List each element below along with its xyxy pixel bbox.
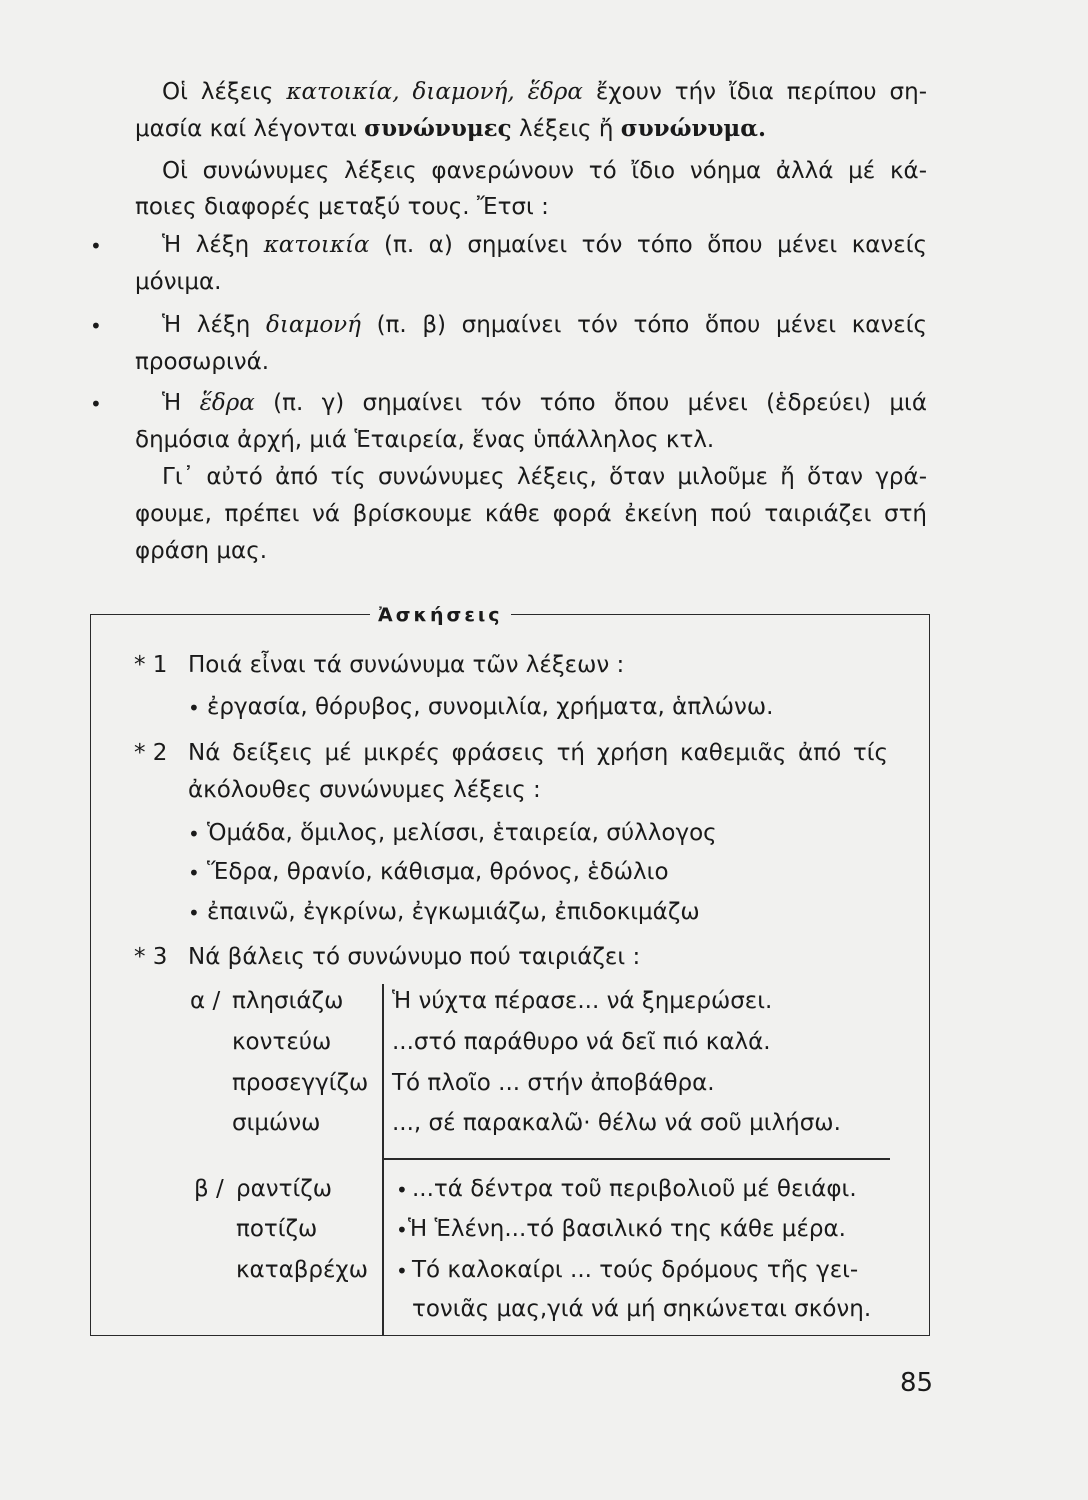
bullet-dot: •: [188, 822, 200, 846]
bullet-1-line-1: Ἡ λέξη κατοικία (π. α) σημαίνει τόν τόπο ὅπου μένει κανείς: [162, 232, 927, 258]
bullet-dot: •: [396, 1259, 408, 1283]
exercise-2-number: * 2: [134, 740, 168, 766]
bullet-dot: •: [90, 234, 102, 258]
bullet-2-line-2: προσωρινά.: [135, 349, 270, 375]
exercise-3-number: * 3: [134, 944, 168, 970]
part-a-sentence: Τό πλοῖο ... στήν ἀποβάθρα.: [392, 1070, 715, 1096]
part-a-word: σιμώνω: [232, 1110, 321, 1136]
part-a-sentence: ...στό παράθυρο νά δεῖ πιό καλά.: [392, 1029, 771, 1055]
exercise-1-prompt: Ποιά εἶναι τά συνώνυμα τῶν λέξεων :: [188, 652, 625, 678]
bullet-3-line-2: δημόσια ἀρχή, μιά Ἑταιρεία, ἕνας ὑπάλληλος κτλ.: [135, 427, 715, 453]
part-a-word: κοντεύω: [232, 1029, 332, 1055]
part-a-word: πλησιάζω: [232, 988, 344, 1014]
intro-p2-line-2: ποιες διαφορές μεταξύ τους. Ἔτσι :: [135, 194, 549, 220]
table-vertical-divider: [382, 984, 384, 1336]
bullet-1-line-2: μόνιμα.: [135, 269, 222, 295]
intro-line-2: μασία καί λέγονται συνώνυμες λέξεις ἤ συνώνυμα.: [135, 115, 766, 142]
exercise-1-words: ἐργασία, θόρυβος, συνομιλία, χρήματα, ἁπλώνω.: [207, 694, 774, 720]
bullet-dot: •: [396, 1178, 408, 1202]
p3-line-2: φουμε, πρέπει νά βρίσκουμε κάθε φορά ἐκείνη πού ταιριάζει στή: [135, 501, 927, 527]
part-b-label: β /: [194, 1176, 224, 1202]
bullet-dot: •: [188, 861, 200, 885]
exercises-title: Ἀσκήσεις: [370, 602, 511, 628]
bullet-dot: •: [90, 392, 102, 416]
part-b-word: ραντίζω: [236, 1176, 333, 1202]
intro-p2-line-1: Οἱ συνώνυμες λέξεις φανερώνουν τό ἴδιο νόημα ἀλλά μέ κά-: [162, 158, 927, 184]
part-a-word: προσεγγίζω: [232, 1070, 369, 1096]
bullet-dot: •: [396, 1218, 408, 1242]
exercise-2-row: ἐπαινῶ, ἐγκρίνω, ἐγκωμιάζω, ἐπιδοκιμάζω: [207, 899, 700, 925]
exercise-1-number: * 1: [134, 652, 168, 678]
exercise-2-prompt-1: Νά δείξεις μέ μικρές φράσεις τή χρήση καθεμιᾶς ἀπό τίς: [188, 740, 888, 766]
part-b-sentence: Τό καλοκαίρι ... τούς δρόμους τῆς γει-: [412, 1257, 859, 1283]
p3-line-3: φράση μας.: [135, 538, 268, 564]
part-a-label: α /: [190, 988, 221, 1014]
bullet-dot: •: [188, 696, 200, 720]
exercise-2-prompt-2: ἀκόλουθες συνώνυμες λέξεις :: [188, 777, 541, 803]
exercise-3-prompt: Νά βάλεις τό συνώνυμο πού ταιριάζει :: [188, 944, 641, 970]
bullet-2-line-1: Ἡ λέξη διαμονή (π. β) σημαίνει τόν τόπο ὅπου μένει κανείς: [162, 312, 927, 338]
page-number: 85: [900, 1368, 934, 1398]
bullet-3-line-1: Ἡ ἕδρα (π. γ) σημαίνει τόν τόπο ὅπου μένει (ἑδρεύει) μιά: [162, 390, 927, 416]
exercise-2-row: Ἕδρα, θρανίο, κάθισμα, θρόνος, ἑδώλιο: [207, 859, 669, 885]
bullet-dot: •: [188, 901, 200, 925]
part-b-word: ποτίζω: [236, 1216, 318, 1242]
table-horizontal-divider: [382, 1158, 890, 1160]
part-b-word: καταβρέχω: [236, 1257, 368, 1283]
intro-line-1: Οἱ λέξεις κατοικία, διαμονή, ἕδρα ἔχουν τήν ἴδια περίπου ση-: [162, 79, 927, 105]
part-b-sentence: Ἡ Ἑλένη...τό βασιλικό της κάθε μέρα.: [408, 1216, 846, 1242]
bullet-dot: •: [90, 314, 102, 338]
part-b-sentence: ...τά δέντρα τοῦ περιβολιοῦ μέ θειάφι.: [412, 1176, 857, 1202]
part-b-sentence: τονιᾶς μας,γιά νά μή σηκώνεται σκόνη.: [412, 1296, 872, 1322]
exercise-2-row: Ὁμάδα, ὅμιλος, μελίσσι, ἑταιρεία, σύλλογος: [207, 820, 717, 846]
part-a-sentence: ..., σέ παρακαλῶ· θέλω νά σοῦ μιλήσω.: [392, 1110, 841, 1136]
part-a-sentence: Ἡ νύχτα πέρασε... νά ξημερώσει.: [392, 988, 773, 1014]
p3-line-1: Γι᾿ αὐτό ἀπό τίς συνώνυμες λέξεις, ὅταν μιλοῦμε ἤ ὅταν γρά-: [162, 464, 927, 490]
